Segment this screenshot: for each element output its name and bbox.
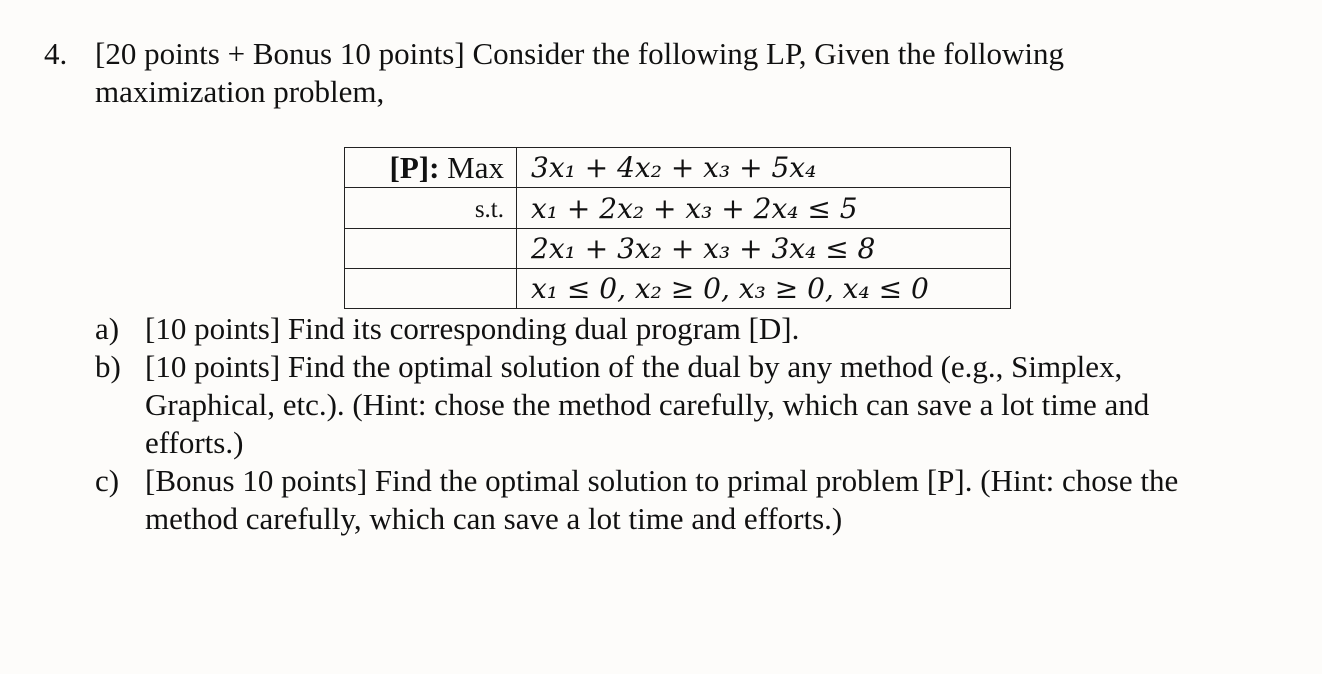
subquestion-a-text: [10 points] Find its corresponding dual program [D]. xyxy=(145,311,800,346)
lp-label-cell xyxy=(345,148,517,188)
lp-label-cell xyxy=(345,269,517,309)
problem-statement-line-1: [20 points + Bonus 10 points] Consider the following LP, Given the following xyxy=(95,36,1064,71)
constraint-1: x₁ + 2x₂ + x₃ + 2x₄ ≤ 5 xyxy=(517,188,1011,229)
lp-sign-constraint-row xyxy=(345,269,1011,309)
lp-constraint-row xyxy=(345,229,1011,269)
lp-label-cell xyxy=(345,188,517,229)
subquestion-b-text-line-3: efforts.) xyxy=(145,425,244,460)
sign-constraints: x₁ ≤ 0, x₂ ≥ 0, x₃ ≥ 0, x₄ ≤ 0 xyxy=(517,269,1011,309)
subquestion-a-label: a) xyxy=(95,311,120,346)
lp-objective-row xyxy=(345,148,1011,188)
subquestion-c-text-line-1: [Bonus 10 points] Find the optimal solution to primal problem [P]. (Hint: chose the xyxy=(145,463,1179,498)
subquestion-b-text-line-1: [10 points] Find the optimal solution of the dual by any method (e.g., Simplex, xyxy=(145,349,1123,384)
problem-number: 4. xyxy=(44,36,68,71)
objective-function: 3x₁ + 4x₂ + x₃ + 5x₄ xyxy=(517,148,1011,188)
lp-constraint-row xyxy=(345,188,1011,229)
problem-statement-line-2: maximization problem, xyxy=(95,74,385,109)
subquestion-c-text-line-2: method carefully, which can save a lot time and efforts.) xyxy=(145,501,843,536)
constraint-2: 2x₁ + 3x₂ + x₃ + 3x₄ ≤ 8 xyxy=(517,229,1011,269)
subquestion-b-text-line-2: Graphical, etc.). (Hint: chose the method carefully, which can save a lot time and xyxy=(145,387,1150,422)
lp-formulation-table xyxy=(344,147,1011,309)
subject-to-label: s.t. xyxy=(474,196,504,223)
objective-sense: Max xyxy=(439,150,504,185)
subquestion-c-label: c) xyxy=(95,463,120,498)
subquestion-b-label: b) xyxy=(95,349,121,384)
primal-label: [P]: xyxy=(389,150,440,185)
lp-label-cell xyxy=(345,229,517,269)
